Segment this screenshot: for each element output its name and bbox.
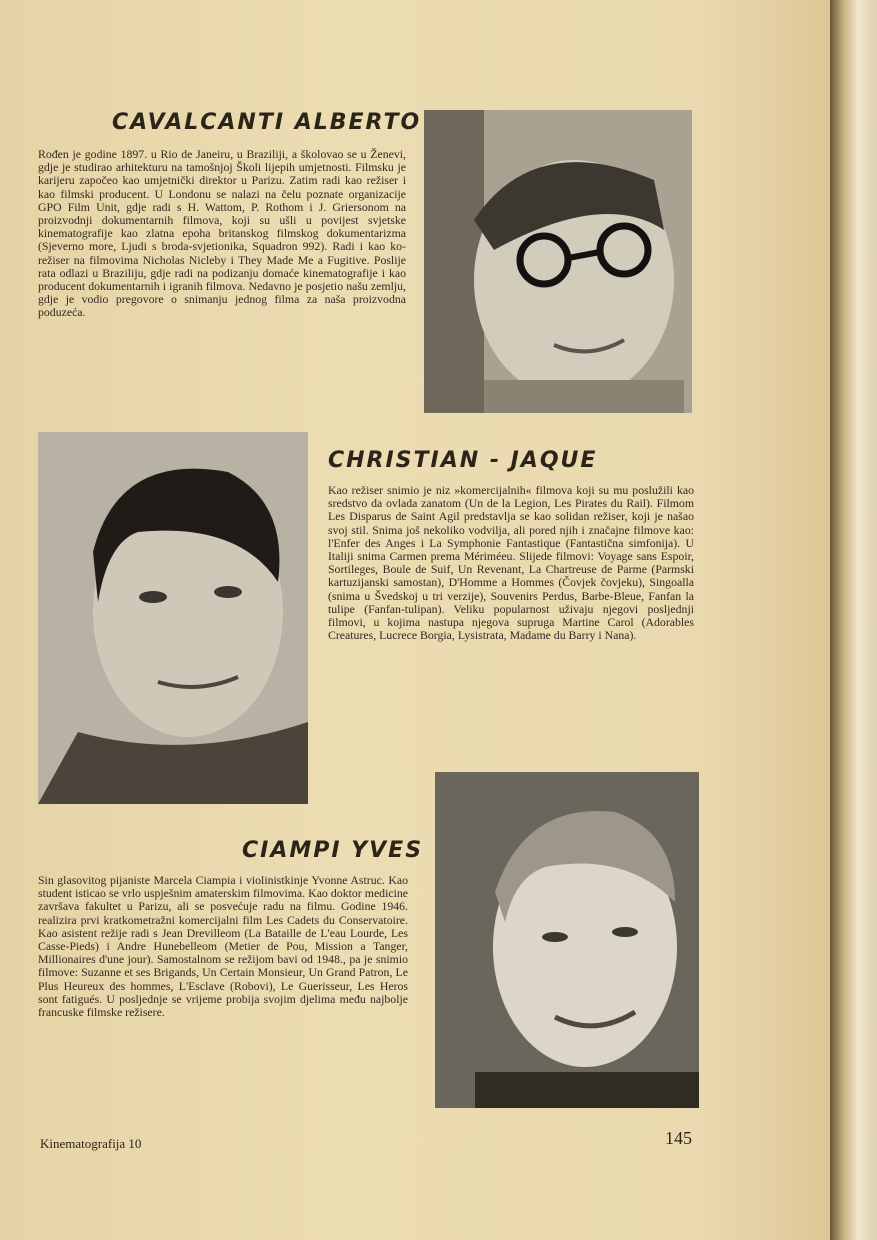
bio-ciampi: Sin glasovitog pijaniste Marcela Ciampia i violinistkinje Yvonne Astruc. Kao student isticao se vrlo uspješnim amaterskim filmovima. Kao doktor medicine završava fakultet u Parizu, ali se posvećuje radu na filmu. Godine 1946. realizira prvi kratkometražni komercijalni film Les Cadets du Conservatoire. Kao asistent režije radi s Jean Drevilleom (La Bataille de L'eau Lourde, Les Casse-Pieds) i Andre Hunebelleom (Metier de Pou, Mission a Tanger, Millionaires d'une jour). Samostalnom se režijom bavi od 1948., pa je snimio filmove: Suzanne et ses Brigands, Un Certain Monsieur, Un Grand Patron, Le Plus Heureux des hommes, L'Esclave (Robovi), Le Guerisseur, Les Heros sont fatigués. U posljednje se vrijeme probija svojim djelima među najbolje francuske filmske režisere.: [38, 873, 408, 1020]
page-edge: [830, 0, 877, 1240]
section-heading-christian-jaque: CHRISTIAN - JAQUE: [328, 448, 598, 473]
portrait-photo-ciampi: [435, 772, 699, 1108]
portrait-photo-christian-jaque: [38, 432, 308, 804]
page-number: 145: [665, 1128, 692, 1148]
bio-cavalcanti: Rođen je godine 1897. u Rio de Janeiru, u Braziliji, a školovao se u Ženevi, gdje je studirao arhitekturu na tamošnjoj Školi lijepih umjetnosti. Filmsku je karijeru započeo kao umjetnički direktor u Parizu. Zatim radi kao režiser i kao filmski producent. U Londonu se nalazi na čelu poznate organizacije GPO Film Unit, gdje radi s H. Wattom, P. Rothom i J. Griersonom na proizvodnji dokumentarnih filmova, koji su ušli u povijest svjetske kinematografije kao zlatna epoha britanskog filmskog dokumentarizma (Sjeverno more, Ljudi s broda-svjetionika, Squadron 992). Radi i kao ko-režiser na filmovima Nicholas Nicleby i They Made Me a Fugitive. Poslije rata odlazi u Braziliju, gdje radi na podizanju domaće kinematografije i kao producent dokumentarnih i igranih filmova. Nedavno je posjetio našu zemlju, gdje je vodio pregovore o snimanju jednog filma za naša proizvodna poduzeća.: [38, 147, 406, 320]
bio-christian-jaque: Kao režiser snimio je niz »komercijalnih« filmova koji su mu poslužili kao sredstvo da ovlada zanatom (Un de la Legion, Les Pirates du Rail). Filmom Les Disparus de Saint Agil predstavlja se kao solidan režiser, koji je našao svoj stil. Snima još nekoliko vodvilja, ali pored njih i značajne filmove kao: l'Enfer des Anges i La Symphonie Fantastique (Fantastična simfonija). U Italiji snima Carmen prema Mériméeu. Slijede filmovi: Voyage sans Espoir, Sortileges, Boule de Suif, Un Revenant, La Chartreuse de Parme (Parmski kartuzijanski samostan), D'Homme a Hommes (Čovjek čovjeku), Singoalla (snima u Švedskoj u tri verzije), Souvenirs Perdus, Barbe-Bleue, Fanfan la tulipe (Fanfan-tulipan). Veliku popularnost uživaju njegovi posljednji filmovi, u kojima nastupa njegova supruga Martine Carol (Adorables Creatures, Lucrece Borgia, Lysistrata, Madame du Barry i Nana).: [328, 483, 694, 643]
portrait-photo-cavalcanti: [424, 110, 692, 413]
publication-name: Kinematografija 10: [40, 1136, 142, 1151]
section-heading-ciampi: CIAMPI YVES: [242, 838, 424, 863]
section-heading-cavalcanti: CAVALCANTI ALBERTO: [112, 110, 422, 135]
